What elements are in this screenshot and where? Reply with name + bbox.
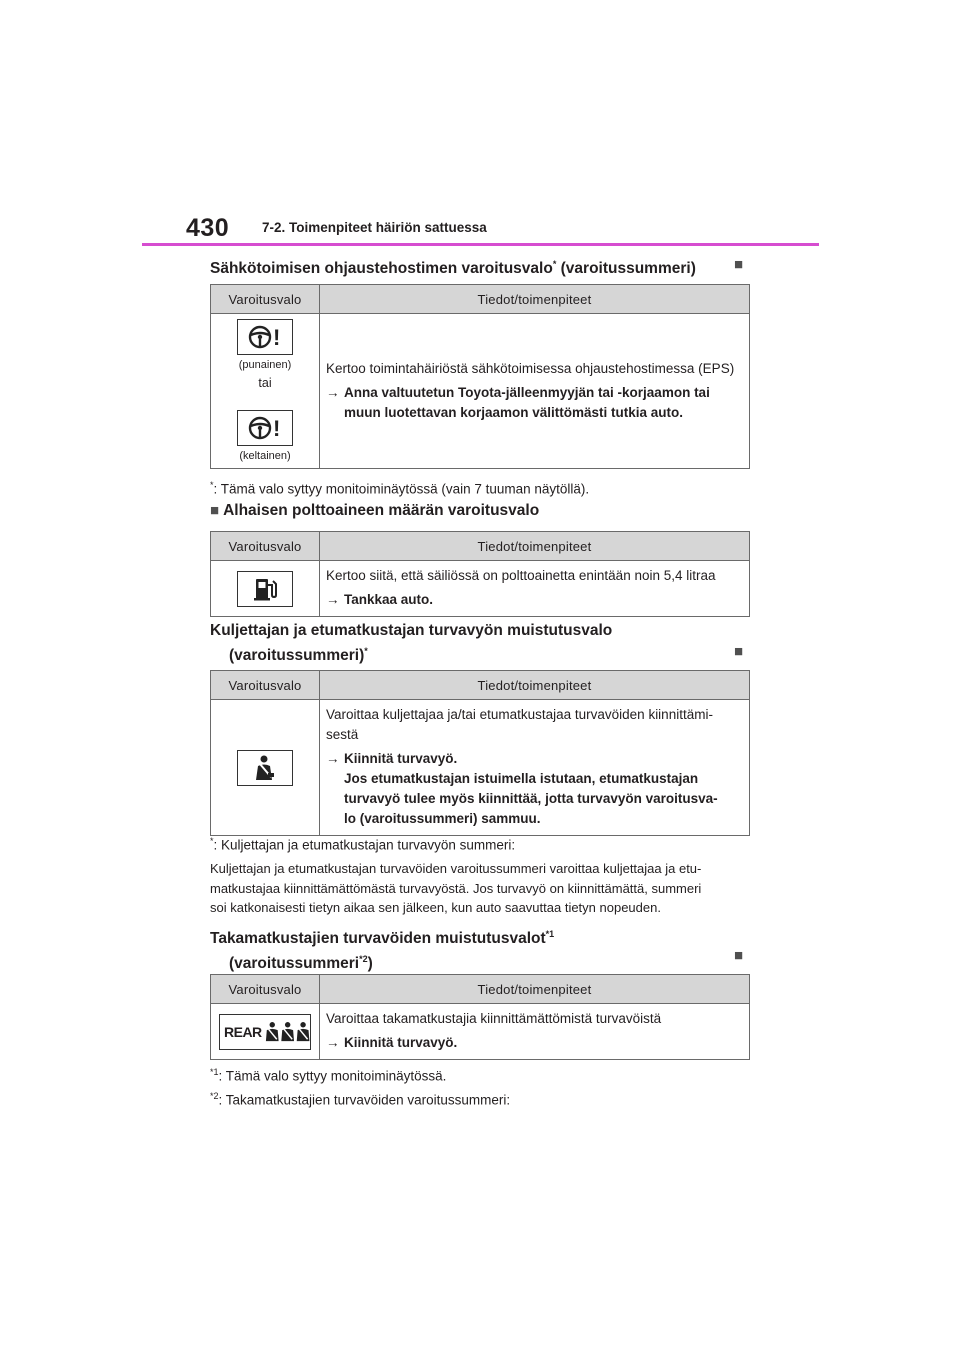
rear-seatbelt-action-text: Kiinnitä turvavyö.: [344, 1035, 458, 1050]
section-1-marker: ■: [734, 256, 744, 273]
section-1-title-suffix: (varoitussummeri): [556, 260, 696, 278]
section-4-heading: [210, 924, 554, 974]
col-header-info: Tiedot/toimenpiteet: [320, 532, 750, 561]
arrow-icon: →: [326, 384, 340, 400]
section-4-footnote-1: [210, 1063, 446, 1086]
section-4-sup2: *2: [359, 954, 368, 965]
footnote-1-text: : Tämä valo syttyy monitoiminäytössä.: [218, 1068, 447, 1084]
paragraph-line1: Kuljettajan ja etumatkustajan turvavöiden varoitussummeri varoittaa kuljettajaa ja etu-: [210, 861, 702, 876]
section-2-title: Alhaisen polttoaineen määrän varoitusvalo: [223, 502, 540, 519]
section-4-sup1: *1: [545, 929, 555, 939]
col-header-light: Varoitusvalo: [211, 532, 320, 561]
footnote-1-mark: *1: [210, 1067, 219, 1077]
section-3-title-line2: (varoitussummeri): [229, 647, 365, 665]
fuel-info-cell: [320, 561, 750, 617]
rear-seatbelt-action: [326, 1033, 743, 1053]
col-header-info: Tiedot/toimenpiteet: [320, 671, 750, 700]
exclamation-glyph: !: [273, 416, 281, 441]
col-header-light: Varoitusvalo: [211, 671, 320, 700]
section-2-table: [210, 531, 750, 617]
eps-action: [326, 383, 743, 423]
fuel-icon-cell: [211, 561, 320, 617]
section-4-title-line1: Takamatkustajien turvavöiden muistutusvalot: [210, 930, 546, 948]
section-1-heading: [210, 254, 696, 279]
eps-action-line1: Anna valtuutetun Toyota-jälleenmyyjän tai -korjaamon tai: [344, 384, 710, 400]
seatbelt-action-line1: Kiinnitä turvavyö.: [344, 751, 458, 766]
section-2-heading: [210, 500, 539, 521]
section-3-table: [210, 670, 750, 836]
col-header-info: Tiedot/toimenpiteet: [320, 285, 750, 314]
seatbelt-icon-cell: [211, 700, 320, 836]
header-rule: [142, 243, 819, 246]
fuel-action-text: Tankkaa auto.: [344, 592, 434, 607]
seatbelt-description-line2: sestä: [326, 727, 359, 742]
section-1-table: [210, 284, 750, 469]
eps-red-caption: (punainen): [238, 359, 292, 371]
section-3-marker: ■: [734, 643, 744, 660]
eps-or-label: tai: [258, 376, 272, 390]
rear-icon-label: REAR: [224, 1023, 262, 1040]
eps-icon-cell: [211, 314, 320, 469]
section-3-paragraph: [210, 859, 755, 918]
arrow-icon: →: [326, 1035, 340, 1050]
footnote-2-mark: *2: [210, 1091, 219, 1101]
section-3-footnote: [210, 832, 515, 855]
arrow-icon: →: [326, 592, 340, 607]
exclamation-glyph: !: [273, 325, 281, 350]
section-1-title: Sähkötoimisen ohjaustehostimen varoitusvalo: [210, 260, 553, 278]
asterisk: *: [552, 259, 557, 269]
paragraph-line3: soi katkonaisesti tietyn aikaa sen jälkeen, kun auto saavuttaa tietyn nopeuden.: [210, 900, 661, 915]
asterisk: *: [210, 480, 214, 490]
rear-seatbelt-info-cell: [320, 1004, 750, 1060]
asterisk: *: [210, 836, 214, 846]
eps-info-cell: [320, 314, 750, 469]
fuel-pump-icon: [237, 571, 293, 607]
seatbelt-action: [326, 749, 743, 829]
section-4-title-line2-pre: (varoitussummeri: [229, 955, 360, 973]
arrow-icon: →: [326, 751, 340, 766]
seatbelt-action-line4: lo (varoitussummeri) sammuu.: [344, 811, 541, 826]
section-1-footnote-text: : Tämä valo syttyy monitoiminäytössä (vain 7 tuuman näytöllä).: [213, 481, 590, 497]
section-2-marker: ■: [210, 502, 220, 519]
chapter-title: 7-2. Toimenpiteet häiriön sattuessa: [262, 220, 487, 235]
section-1-footnote: [210, 476, 589, 499]
rear-seatbelt-description: Varoittaa takamatkustajia kiinnittämättömistä turvavöistä: [326, 1011, 662, 1026]
seatbelt-action-line2: Jos etumatkustajan istuimella istutaan, etumatkustajan: [344, 771, 699, 786]
paragraph-line2: matkustajaa kiinnittämättömästä turvavyöstä. Jos turvavyö on kiinnittämättä, summeri: [210, 880, 702, 896]
section-3-footnote-text: : Kuljettajan ja etumatkustajan turvavyön summeri:: [213, 837, 516, 853]
eps-warning-red-icon: [237, 319, 293, 355]
eps-warning-yellow-icon: [237, 410, 293, 446]
section-4-footnote-2: [210, 1087, 510, 1110]
section-3-heading: [210, 620, 612, 666]
seatbelt-action-line3: turvavyö tulee myös kiinnittää, jotta turvavyön varoitusva-: [344, 791, 718, 806]
eps-description: Kertoo toimintahäiriöstä sähkötoimisessa ohjaustehostimessa (EPS): [326, 360, 735, 376]
asterisk: *: [364, 646, 368, 656]
col-header-info: Tiedot/toimenpiteet: [320, 975, 750, 1004]
fuel-action: [326, 590, 743, 610]
eps-yellow-caption: (keltainen): [239, 450, 291, 462]
section-3-title-line1: Kuljettajan ja etumatkustajan turvavyön muistutusvalo: [210, 622, 613, 639]
eps-action-line2: muun luotettavan korjaamon välittömästi tutkia auto.: [344, 404, 684, 420]
seatbelt-description-line1: Varoittaa kuljettajaa ja/tai etumatkustajaa turvavöiden kiinnittämi-: [326, 707, 713, 722]
seatbelt-icon: [237, 750, 293, 786]
section-4-title-line2-post: ): [367, 955, 373, 973]
rear-seatbelt-icon-cell: [211, 1004, 320, 1060]
col-header-light: Varoitusvalo: [211, 285, 320, 314]
section-4-marker: ■: [734, 947, 744, 964]
footnote-2-text: : Takamatkustajien turvavöiden varoitussummeri:: [218, 1092, 511, 1108]
page-number: 430: [186, 214, 230, 242]
fuel-description: Kertoo siitä, että säiliössä on polttoainetta enintään noin 5,4 litraa: [326, 568, 716, 583]
seatbelt-info-cell: [320, 700, 750, 836]
col-header-light: Varoitusvalo: [211, 975, 320, 1004]
rear-seatbelt-icon: [219, 1014, 311, 1050]
section-4-table: [210, 974, 750, 1060]
